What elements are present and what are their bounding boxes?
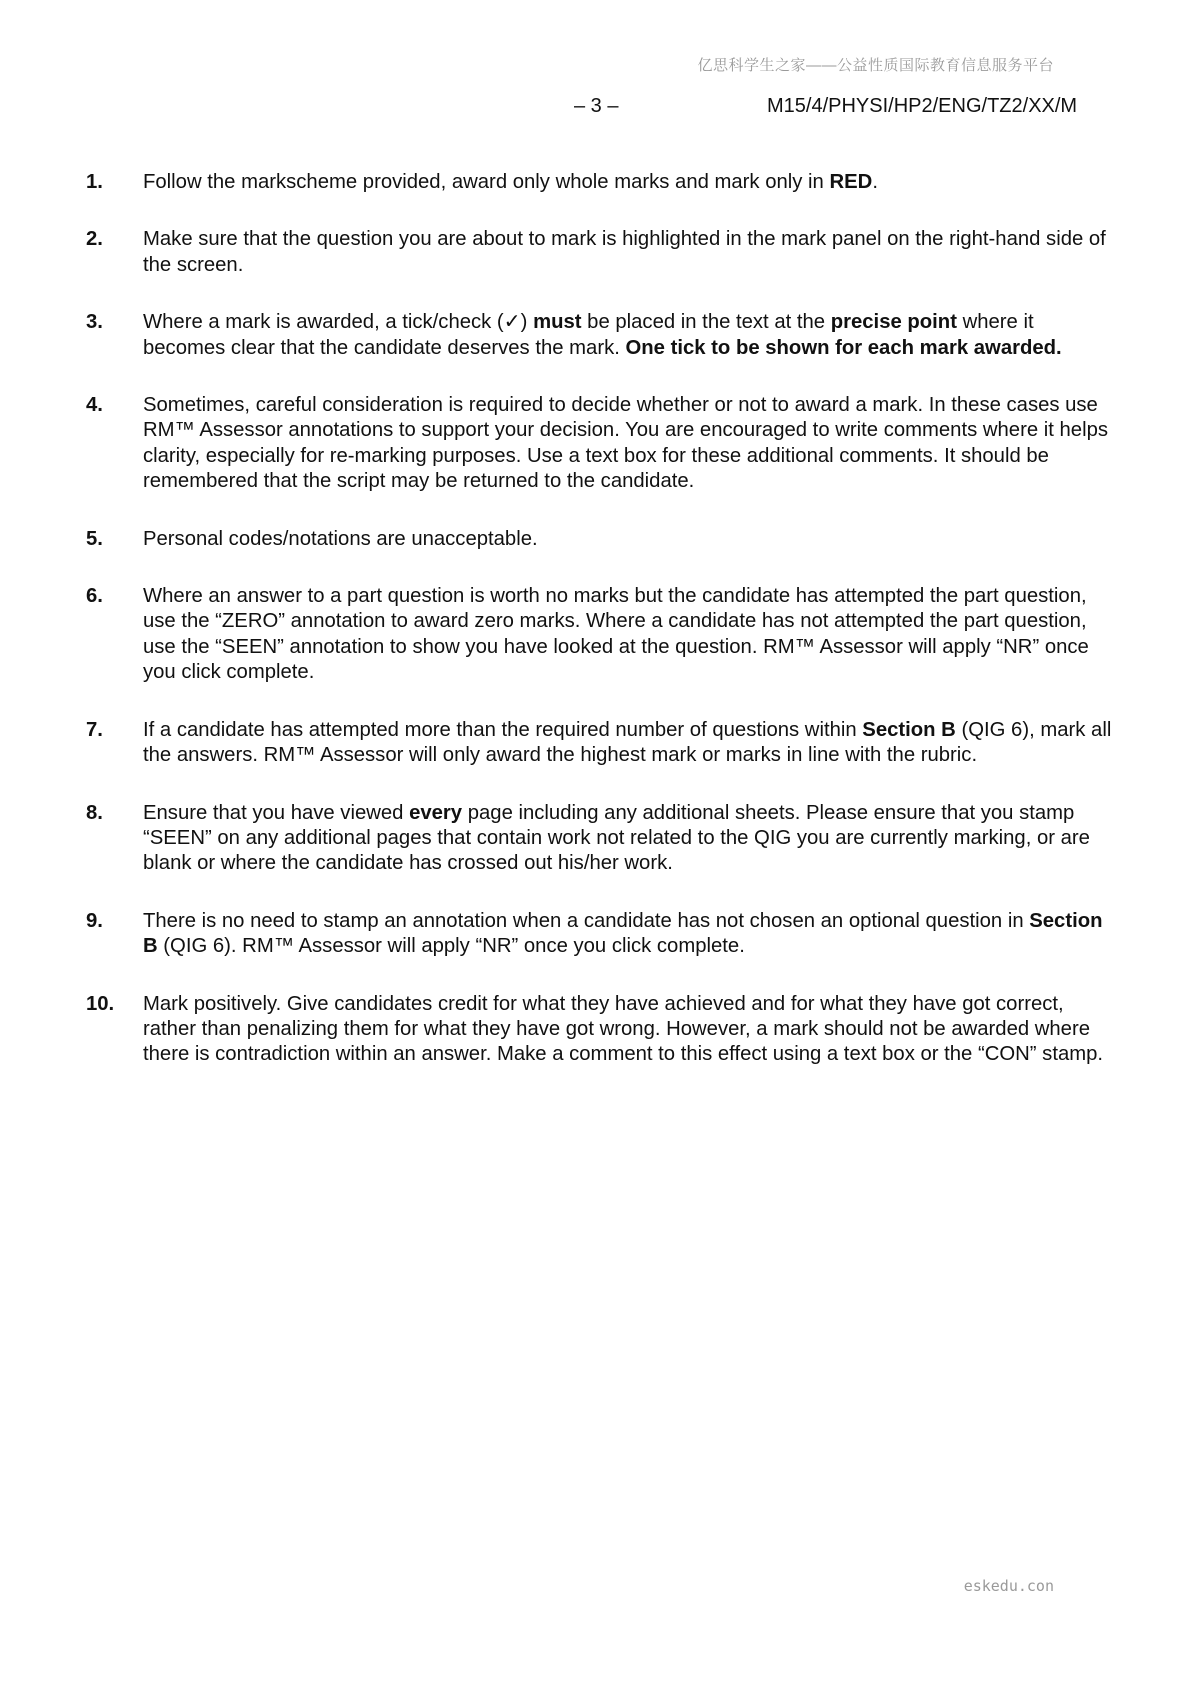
- text-segment-bold: Section B: [862, 718, 956, 741]
- instruction-item-5: [86, 527, 1116, 552]
- text-segment: .: [872, 171, 878, 193]
- item-text: [143, 227, 1116, 278]
- instruction-item-10: [86, 992, 1116, 1068]
- instruction-item-2: [86, 227, 1116, 278]
- item-number: 1.: [86, 171, 103, 193]
- text-segment: There is no need to stamp an annotation when a candidate has not chosen an optional question in: [143, 909, 1030, 932]
- item-number: 10.: [86, 992, 115, 1015]
- text-segment: Follow the markscheme provided, award only whole marks and mark only in: [143, 171, 830, 193]
- item-text: [143, 527, 1116, 552]
- top-watermark: 亿思科学生之家——公益性质国际教育信息服务平台: [697, 57, 1054, 74]
- instruction-item-8: [86, 801, 1116, 877]
- text-segment-bold: RED: [829, 171, 873, 193]
- text-segment: page including any additional sheets. Please ensure that you stamp “SEEN” on any additional pages that contain work not related to the QIG you are currently marking, or are blank or where the candidate has crossed out his/her work.: [143, 801, 1090, 875]
- item-text: [143, 718, 1116, 769]
- text-segment: Where a mark is awarded, a tick/check (✓): [143, 311, 534, 334]
- text-segment: Personal codes/notations are unacceptable.: [143, 527, 538, 550]
- item-number: 4.: [86, 394, 103, 417]
- text-segment-bold: One tick to be shown for each mark awarded.: [625, 336, 1062, 359]
- text-segment: Make sure that the question you are about to mark is highlighted in the mark panel on the right-hand side of the screen.: [143, 228, 1106, 276]
- text-segment: (QIG 6). RM™ Assessor will apply “NR” once you click complete.: [157, 935, 745, 958]
- text-segment-bold: must: [533, 311, 582, 334]
- text-segment: Sometimes, careful consideration is required to decide whether or not to award a mark. In these cases use RM™ Assessor annotations to support your decision. You are encouraged to write comments where it helps clarity, especially for re-marking purposes. Use a text box for these additional comments. It should be remembered that the script may be returned to the candidate.: [143, 394, 1109, 493]
- instructions-list: [86, 170, 1116, 1100]
- item-text: [143, 909, 1116, 960]
- text-segment: If a candidate has attempted more than the required number of questions within: [143, 718, 863, 741]
- text-segment-bold: every: [409, 801, 463, 824]
- text-segment-bold: Section B: [143, 909, 1103, 958]
- page-header: [0, 95, 1191, 121]
- item-number: 7.: [86, 718, 103, 741]
- page-number: – 3 –: [574, 95, 619, 117]
- document-code: M15/4/PHYSI/HP2/ENG/TZ2/XX/M: [767, 95, 1078, 117]
- item-number: 6.: [86, 585, 103, 608]
- item-number: 3.: [86, 311, 103, 334]
- text-segment: where it becomes clear that the candidate deserves the mark.: [143, 311, 1034, 359]
- item-text: [143, 801, 1116, 877]
- instruction-item-4: [86, 393, 1116, 495]
- item-number: 8.: [86, 801, 103, 824]
- text-segment: Mark positively. Give candidates credit for what they have achieved and for what they have got correct, rather than penalizing them for what they have got wrong. However, a mark should not be awarded where there is contradiction within an answer. Make a comment to this effect using a text box or the “CON” stamp.: [143, 992, 1104, 1066]
- instruction-item-9: [86, 909, 1116, 960]
- instruction-item-6: [86, 584, 1116, 686]
- text-segment: Ensure that you have viewed: [143, 801, 410, 824]
- text-segment-bold: precise point: [830, 311, 957, 334]
- item-number: 5.: [86, 527, 103, 550]
- instruction-item-3: [86, 310, 1116, 361]
- item-text: [143, 393, 1116, 495]
- instruction-item-7: [86, 718, 1116, 769]
- item-text: [143, 310, 1116, 361]
- item-text: [143, 992, 1116, 1068]
- text-segment: (QIG 6), mark all the answers. RM™ Assessor will only award the highest mark or marks in line with the rubric.: [143, 718, 1112, 767]
- item-number: 2.: [86, 228, 103, 251]
- text-segment: be placed in the text at the: [581, 311, 831, 334]
- instruction-item-1: [86, 170, 1116, 195]
- item-number: 9.: [86, 909, 103, 932]
- item-text: [143, 170, 1116, 195]
- bottom-watermark: eskedu.con: [963, 1577, 1054, 1595]
- item-text: [143, 584, 1116, 686]
- text-segment: Where an answer to a part question is worth no marks but the candidate has attempted the part question, use the “ZERO” annotation to award zero marks. Where a candidate has not attempted the part question, use the “SEEN” annotation to show you have looked at the question. RM™ Assessor will apply “NR” once you click complete.: [143, 585, 1089, 684]
